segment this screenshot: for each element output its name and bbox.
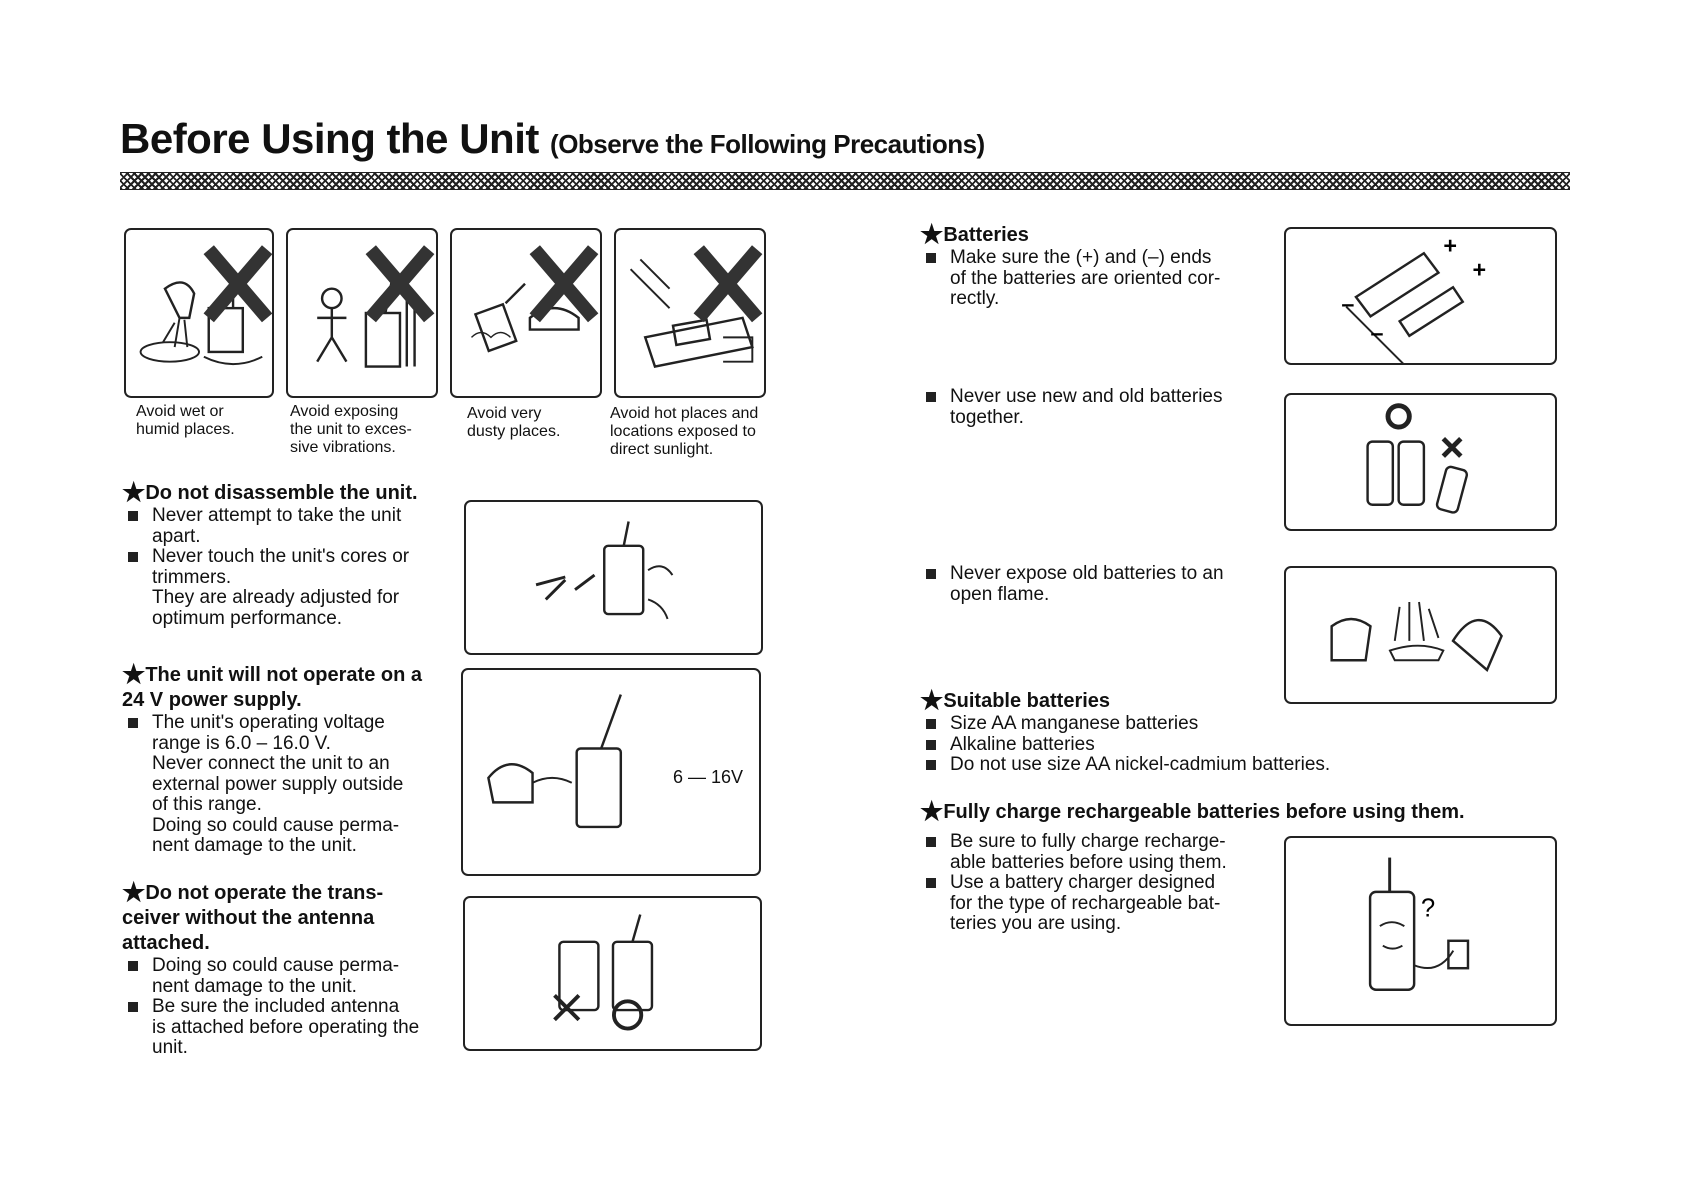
batteries-section (920, 219, 1270, 310)
disassemble-illustration (464, 500, 763, 655)
page-title (120, 115, 985, 163)
decorative-rule (120, 172, 1570, 190)
list-item: Never touch the unit's cores or trimmers. They are already adjusted for optimum performance. (122, 547, 462, 629)
list-item: Be sure to fully charge recharge- able batteries before using them. (920, 832, 1280, 873)
list-item: Never use new and old batteries together. (920, 387, 1270, 428)
title-subtitle: (Observe the Following Precautions) (550, 129, 985, 159)
sunlight-icon (614, 228, 766, 398)
battery-orientation-illustration (1284, 227, 1557, 365)
list-item: Do not use size AA nickel-cadmium batteries. (920, 755, 1520, 776)
power-section (122, 659, 467, 857)
suitable-heading: ★Suitable batteries (920, 685, 1111, 715)
voltage-label: 6 — 16V (673, 767, 744, 787)
list-item: Alkaline batteries (920, 735, 1520, 756)
minus-sign: – (1341, 290, 1355, 317)
antenna-illustration (463, 896, 762, 1051)
caption-sunlight: Avoid hot places and locations exposed to direct sunlight. (610, 405, 759, 458)
list-item: Use a battery charger designed for the type of rechargeable bat- teries you are using. (920, 873, 1280, 935)
list-item: Never attempt to take the unit apart. (122, 506, 462, 547)
star-icon: ★ (920, 796, 944, 826)
minus-sign: – (1370, 319, 1384, 346)
star-icon: ★ (122, 659, 146, 689)
batteries-item-2 (920, 387, 1270, 428)
list-item: Make sure the (+) and (–) ends of the batteries are oriented cor- rectly. (920, 248, 1270, 310)
star-icon: ★ (920, 685, 944, 715)
star-icon: ★ (920, 219, 944, 249)
disassemble-section (122, 477, 462, 629)
caption-vibration: Avoid exposing the unit to exces- sive vibrations. (290, 403, 412, 456)
charge-heading: ★Fully charge rechargeable batteries before using them. (920, 796, 1465, 826)
open-flame-illustration (1284, 566, 1557, 704)
list-item: Size AA manganese batteries (920, 714, 1520, 735)
plus-sign: + (1443, 232, 1457, 259)
charge-section (920, 796, 1560, 826)
title-main: Before Using the Unit (120, 115, 539, 162)
batteries-item-3 (920, 564, 1270, 605)
caption-dust: Avoid very dusty places. (467, 405, 561, 440)
suitable-section (920, 685, 1520, 776)
batteries-heading: ★Batteries (920, 219, 1029, 249)
power-illustration (461, 668, 761, 876)
caption-wet: Avoid wet or humid places. (136, 403, 235, 438)
wet-places-icon (124, 228, 274, 398)
new-old-batteries-illustration (1284, 393, 1557, 531)
plus-sign: + (1472, 256, 1487, 283)
vibration-icon (286, 228, 438, 398)
list-item: Doing so could cause perma- nent damage to the unit. (122, 956, 467, 997)
power-heading: ★The unit will not operate on a 24 V power supply. (122, 659, 422, 711)
disassemble-heading: ★Do not disassemble the unit. (122, 477, 418, 507)
list-item: Never expose old batteries to an open flame. (920, 564, 1270, 605)
star-icon: ★ (122, 477, 146, 507)
antenna-section (122, 877, 467, 1059)
list-item: Be sure the included antenna is attached before operating the unit. (122, 997, 467, 1059)
question-mark: ? (1420, 894, 1436, 923)
charge-items (920, 832, 1280, 935)
dust-icon (450, 228, 602, 398)
charger-illustration (1284, 836, 1557, 1026)
antenna-heading: ★Do not operate the trans- ceiver without the antenna attached. (122, 877, 384, 954)
star-icon: ★ (122, 877, 146, 907)
list-item: The unit's operating voltage range is 6.0 – 16.0 V. Never connect the unit to an external power supply outside of this range. Doing so could cause perma- nent damage to the unit. (122, 713, 467, 857)
